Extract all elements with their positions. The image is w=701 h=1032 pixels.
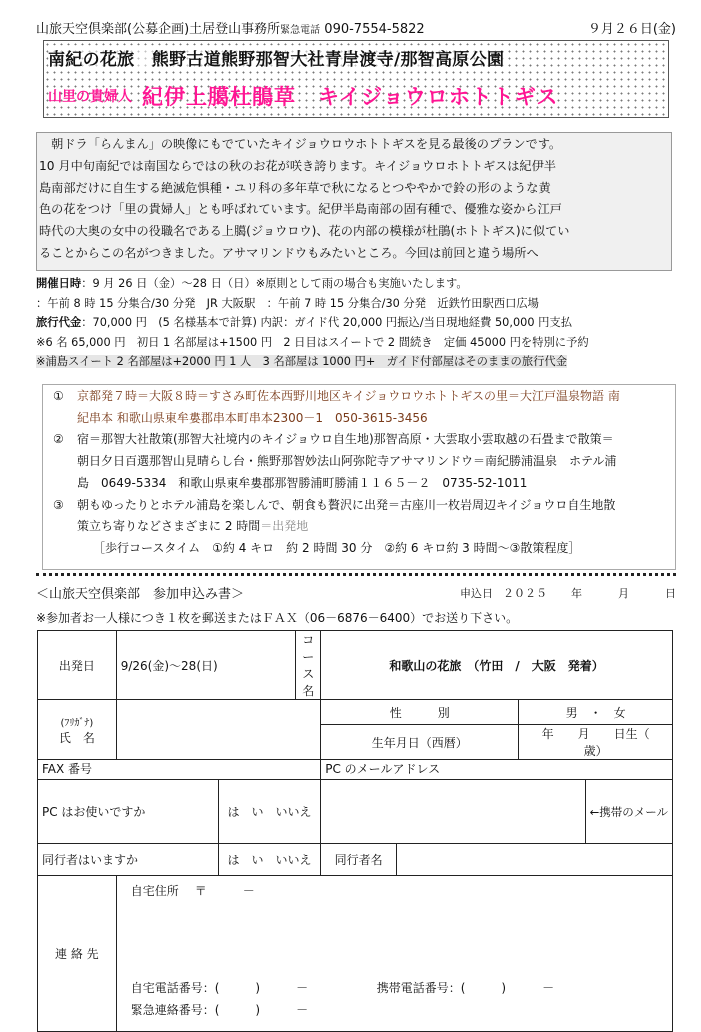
course-label: コース名 xyxy=(296,631,321,700)
sex-label: 性 別 xyxy=(321,700,519,725)
intro-text xyxy=(36,132,672,271)
schedule-day-1: ① 京都発７時＝大阪８時＝すさみ町佐本西野川地区キイジョウロウホトトギスの里＝大江戸温泉物語 南 紀串本 和歌山県東牟婁郡串本町串本2300－1 050-3615-3456 xyxy=(53,389,620,425)
dob-label: 生年月日（西暦） xyxy=(321,725,519,760)
intro-line: 朝ドラ「らんまん」の映像にもでていたキイジョウロウホトトギスを見る最後のプランです。 xyxy=(39,137,562,151)
header-org: 山旅天空倶楽部(公募企画)土居登山事務所緊急電話 090-7554-5822 xyxy=(36,22,425,37)
meeting-row: ：午前 8 時 15 分集合/30 分発 JR 大阪駅 ：午前 7 時 15 分集合/30 分発 近鉄竹田駅西口広場 xyxy=(36,296,539,310)
address-label: 自宅住所 xyxy=(130,884,179,898)
tour-info xyxy=(36,274,676,372)
subtitle-small: 山里の貴婦人 xyxy=(48,89,132,105)
tour-title: 南紀の花旅 熊野古道熊野那智大社青岸渡寺/那智高原公園 xyxy=(48,45,504,70)
fee-row: 旅行代金：70,000 円 (5 名様基本で計算) 内訳：ガイド代 20,000 円振込/当日現地経費 50,000 円支払 xyxy=(36,316,573,330)
companion-name-input[interactable] xyxy=(397,844,673,876)
contact-fields[interactable] xyxy=(116,876,672,1032)
emergency-label: 緊急電話 xyxy=(280,25,321,36)
fax-field[interactable] xyxy=(38,760,321,780)
course-value: 和歌山の花旅 （竹田 / 大阪 発着） xyxy=(321,631,673,700)
schedule-day-2: ② 宿＝那智大社散策(那智大社境内のキイジョウロ自生地)那智高原・大雲取小雲取越の石畳まで散策＝ 朝日夕日百選那智山見晴らし台・熊野那智妙法山阿弥陀寺アサマリンドウ＝南紀勝浦温泉 ホテル浦 島 0649-5334 和歌山県東牟婁郡那智勝浦町勝浦１１６５－２ 0735-52-1011 xyxy=(53,432,617,490)
companion-name-label: 同行者名 xyxy=(321,844,397,876)
subtitle-big: 紀伊上臈杜鵑草 キイジョウロホトトギス xyxy=(142,85,559,109)
postal-code[interactable]: 〒 － xyxy=(194,884,255,898)
mobile-phone[interactable]: 携帯電話番号：( ) － xyxy=(376,981,555,995)
application-title: ＜山旅天空倶楽部 参加申込み書＞ xyxy=(36,587,245,602)
fee-note-suite: ※浦島スイート 2 名部屋は+2000 円 1 人 3 名部屋は 1000 円+ ガイド付部屋はそのままの旅行代金 xyxy=(36,355,568,369)
name-label-cell xyxy=(38,700,117,760)
schedule-day-3: ③ 朝もゆったりとホテル浦島を楽しんで、朝食も贅沢に出発＝古座川一枚岩周辺キイジョウロ自生地散 策立ち寄りなどさまざまに 2 時間＝出発地 xyxy=(53,497,616,534)
pc-email-input[interactable] xyxy=(321,780,585,844)
intro-line: 10 月中旬南紀では南国ならではの秋のお花が咲き誇ります。キイジョウロホトトギスは紀伊半 xyxy=(39,158,556,173)
application-date: 申込日 ２０２５ 年 月 日 xyxy=(460,587,676,600)
name-input[interactable] xyxy=(116,700,321,760)
intro-line: 色の花をつけ「里の貴婦人」とも呼ばれています。紀伊半島南部の固有種で、優雅な姿から江戸 xyxy=(39,202,562,217)
pc-label: PC はお使いですか xyxy=(38,780,219,844)
name-label: 氏 名 xyxy=(58,730,95,745)
departure-label: 出発日 xyxy=(38,631,117,700)
companion-yes-no[interactable]: は い いいえ xyxy=(218,844,320,876)
fee-note-six: ※6 名 65,000 円 初日 1 名部屋は+1500 円 2 日目はスイートで 2 間続き 定価 45000 円を特別に予約 xyxy=(36,335,589,349)
intro-line: 島南部だけに自生する絶滅危惧種・ユリ科の多年草で秋になるとつややかで鈴の形のような黄 xyxy=(39,180,551,195)
title-box xyxy=(43,40,669,118)
email-field[interactable] xyxy=(321,760,673,780)
companion-label: 同行者はいますか xyxy=(38,844,219,876)
dob-input[interactable]: 年 月 日生（ 歳） xyxy=(519,725,673,760)
departure-value: 9/26(金)～28(日) xyxy=(116,631,296,700)
emergency-phone: 090-7554-5822 xyxy=(324,22,425,37)
email-label: PC のメールアドレス xyxy=(325,762,441,776)
intro-line: ることからこの名がつきました。アサマリンドウもみたいところ。今回は前回と違う場所へ xyxy=(39,245,539,260)
application-form xyxy=(37,630,673,1032)
home-phone[interactable]: 自宅電話番号：( ) － xyxy=(130,981,309,995)
course-time: ［歩行コースタイム ①約 4 キロ 約 2 時間 30 分 ②約 6 キロ約 3 時間～③散策程度］ xyxy=(93,540,581,555)
dates-row: 開催日時：9 月 26 日（金）～28 日（日）※原則として雨の場合も実施いたします。 xyxy=(36,277,468,290)
emergency-contact[interactable]: 緊急連絡番号：( ) － xyxy=(130,1003,309,1017)
intro-line: 時代の大奥の女中の役職名である上臈(ジョウロウ)、花の内部の模様が杜鵑(ホトトギス)に似てい xyxy=(39,224,570,239)
fax-label: FAX 番号 xyxy=(42,762,93,776)
header-date: ９月２６日(金) xyxy=(587,22,676,37)
cut-line xyxy=(36,573,676,576)
contact-label: 連 絡 先 xyxy=(38,876,117,1032)
tour-subtitle xyxy=(48,81,558,111)
pc-yes-no[interactable]: は い いいえ xyxy=(218,780,320,844)
furigana-label: (ﾌﾘｶﾞﾅ) xyxy=(60,717,94,729)
mobile-mail-label: ←携帯のメール xyxy=(585,780,672,844)
sex-options[interactable]: 男 ・ 女 xyxy=(519,700,673,725)
schedule-box xyxy=(42,384,676,570)
application-header xyxy=(36,583,676,605)
application-note: ※参加者お一人様につき１枚を郵送またはＦＡＸ（06－6876－6400）でお送り下さい。 xyxy=(36,611,519,625)
